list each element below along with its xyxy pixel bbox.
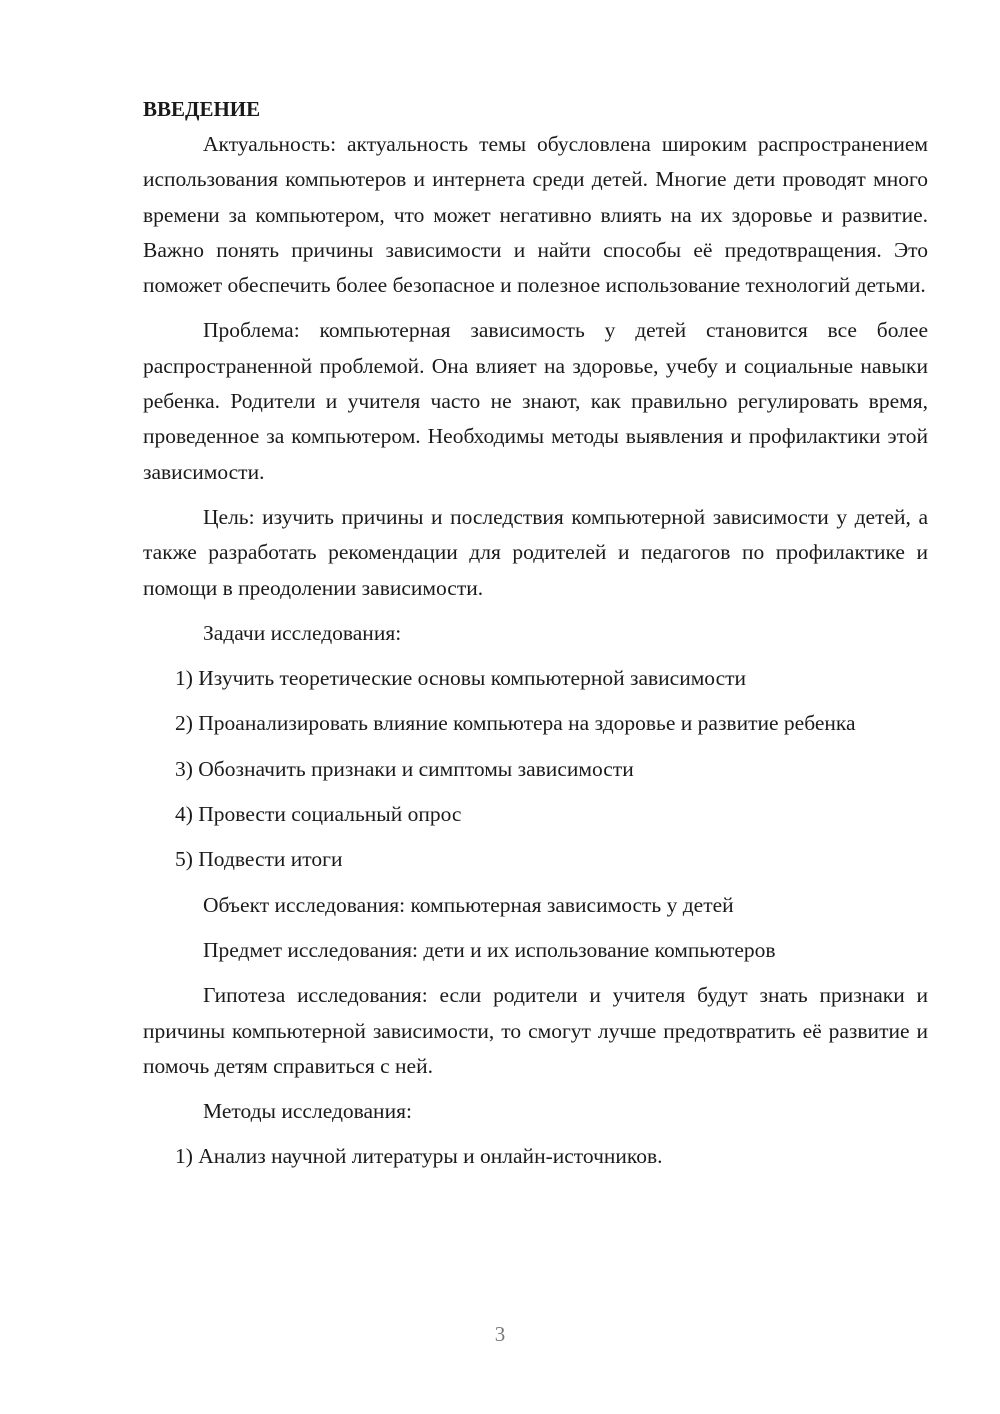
task-item-2: 2) Проанализировать влияние компьютера на здоровье и развитие ребенка bbox=[175, 711, 856, 736]
task-item-3: 3) Обозначить признаки и симптомы зависимости bbox=[175, 756, 634, 781]
task-item-5: 5) Подвести итоги bbox=[175, 847, 343, 872]
document-page bbox=[143, 92, 928, 1185]
page-number: 3 bbox=[494, 1322, 506, 1346]
methods-heading: Методы исследования: bbox=[203, 1099, 412, 1124]
problem-paragraph: Проблема: компьютерная зависимость у детей становится все более распространенной проблемой. Она влияет на здоровье, учебу и социальные навыки ребенка. Родители и учителя часто не знают, как правильно регулировать время, проведенное за компьютером. Необходимы методы выявления и профилактики этой зависимости. bbox=[143, 318, 928, 484]
task-item-1: 1) Изучить теоретические основы компьютерной зависимости bbox=[175, 666, 747, 691]
goal-paragraph: Цель: изучить причины и последствия компьютерной зависимости у детей, а также разработать рекомендации для родителей и педагогов по профилактике и помощи в преодолении зависимости. bbox=[143, 504, 928, 600]
relevance-paragraph: Актуальность: актуальность темы обусловлена широким распространением использования компьютеров и интернета среди детей. Многие дети проводят много времени за компьютером, что может негативно влиять на их здоровье и развитие. Важно понять причины зависимости и найти способы её предотвращения. Это поможет обеспечить более безопасное и полезное использование технологий детьми. bbox=[143, 132, 928, 298]
task-item-4: 4) Провести социальный опрос bbox=[175, 802, 462, 827]
method-item-1: 1) Анализ научной литературы и онлайн-источников. bbox=[175, 1144, 663, 1169]
section-title: ВВЕДЕНИЕ bbox=[143, 97, 261, 121]
research-object: Объект исследования: компьютерная зависимость у детей bbox=[203, 892, 734, 917]
tasks-heading: Задачи исследования: bbox=[203, 620, 402, 645]
hypothesis-paragraph: Гипотеза исследования: если родители и учителя будут знать признаки и причины компьютерной зависимости, то смогут лучше предотвратить её развитие и помочь детям справиться с ней. bbox=[143, 983, 928, 1078]
research-subject: Предмет исследования: дети и их использование компьютеров bbox=[203, 937, 776, 962]
